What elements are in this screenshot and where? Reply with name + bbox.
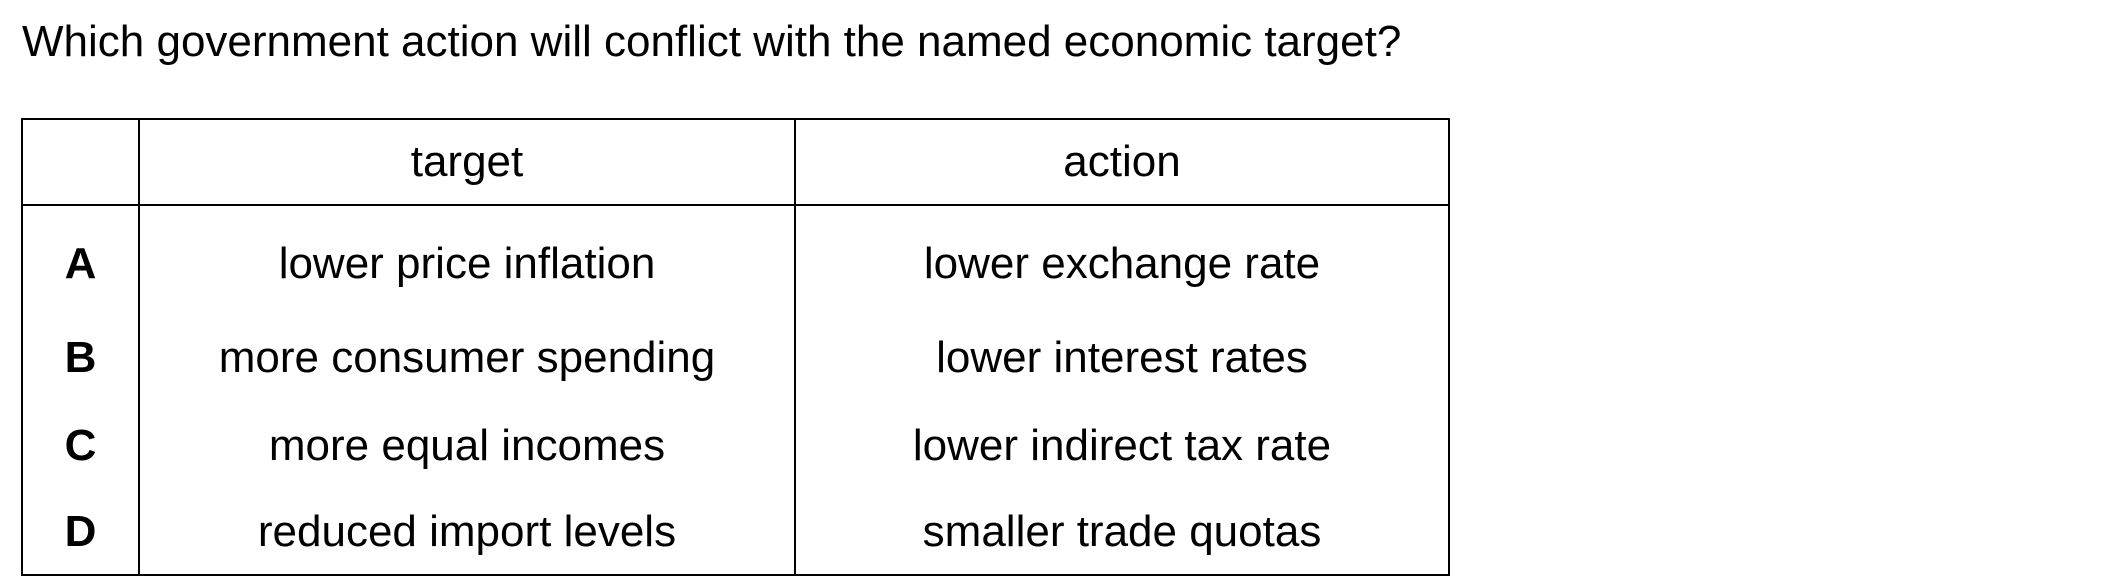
header-action-cell: action	[795, 119, 1449, 205]
table-row-option-b[interactable]	[22, 314, 1449, 402]
option-action: lower indirect tax rate	[795, 402, 1449, 490]
option-action: lower interest rates	[795, 314, 1449, 402]
table-header-row	[22, 119, 1449, 205]
option-action: lower exchange rate	[795, 205, 1449, 314]
option-target: reduced import levels	[139, 490, 795, 575]
option-target: lower price inflation	[139, 205, 795, 314]
header-letter-cell	[22, 119, 139, 205]
table-row-option-d[interactable]	[22, 490, 1449, 575]
option-letter: C	[64, 421, 97, 470]
table-row-option-c[interactable]	[22, 402, 1449, 490]
question-text: Which government action will conflict with the named economic target?	[22, 17, 1402, 66]
option-letter: A	[64, 239, 97, 288]
option-target: more equal incomes	[139, 402, 795, 490]
option-letter: D	[64, 507, 97, 556]
option-action: smaller trade quotas	[795, 490, 1449, 575]
answer-options-table	[21, 118, 1450, 576]
option-letter: B	[64, 333, 97, 382]
table-row-option-a[interactable]	[22, 205, 1449, 314]
header-target-cell: target	[139, 119, 795, 205]
option-target: more consumer spending	[139, 314, 795, 402]
